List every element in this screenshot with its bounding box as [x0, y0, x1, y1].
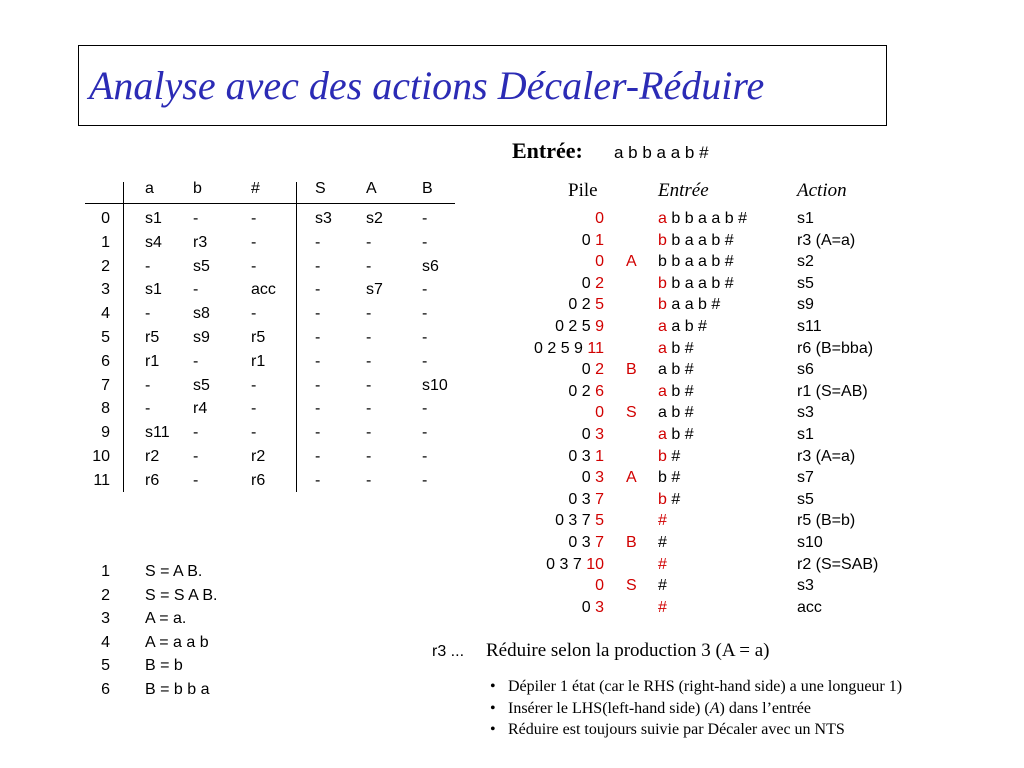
parse-table-cell: -: [145, 376, 151, 394]
parse-table-header-cell: S: [315, 180, 326, 197]
trace-entree-first: b: [658, 490, 667, 508]
trace-pile: [500, 296, 604, 314]
parse-table-cell: -: [193, 281, 199, 299]
trace-pile: [500, 577, 604, 595]
parse-table-cell: -: [366, 424, 372, 442]
trace-action: s5: [797, 274, 814, 292]
trace-pile-top: 0: [595, 577, 604, 595]
trace-symbol: A: [626, 469, 637, 487]
trace-entree-rest: b b a a b #: [658, 253, 734, 271]
parse-table-cell: s10: [422, 376, 448, 394]
trace-entree-rest: b #: [658, 469, 681, 487]
trace-entree-first: #: [658, 598, 667, 616]
parse-table-cell: -: [422, 329, 428, 346]
trace-action: r5 (B=b): [797, 512, 856, 530]
parse-table-header-cell: B: [422, 180, 433, 197]
trace-pile-top: 0: [595, 253, 604, 271]
trace-pile-top: 10: [586, 555, 604, 573]
trace-entree-rest: a b #: [658, 361, 694, 379]
title-box: [78, 45, 887, 126]
trace-pile: [500, 210, 604, 228]
trace-pile-top: 7: [595, 490, 604, 508]
trace-pile-prefix: 0: [581, 469, 596, 487]
trace-entree-rest: #: [658, 534, 667, 551]
grammar-rule: S = A B.: [145, 563, 203, 580]
parse-table-cell: r4: [193, 400, 208, 418]
trace-symbol: S: [626, 404, 637, 422]
parse-table-cell: -: [315, 400, 321, 418]
parse-table-cell: -: [422, 281, 428, 299]
bullet-dot: •: [490, 678, 496, 695]
trace-pile: [500, 491, 604, 509]
trace-action: s6: [797, 361, 814, 379]
trace-entree-rest: b a a b #: [666, 231, 734, 249]
trace-pile: [500, 426, 604, 444]
parse-table-cell: s8: [193, 305, 210, 323]
parse-table-cell: s5: [193, 257, 210, 275]
trace-pile: [500, 361, 604, 379]
trace-entree: [658, 534, 667, 552]
trace-action: r3 (A=a): [797, 447, 856, 465]
parse-table-state: 6: [101, 352, 110, 370]
trace-action: s7: [797, 469, 814, 487]
trace-symbol: B: [626, 534, 637, 551]
parse-table-cell: -: [366, 305, 372, 323]
grammar-rule: A = a.: [145, 610, 187, 628]
trace-pile-top: 6: [595, 382, 604, 400]
parse-table-state: 4: [101, 305, 110, 323]
explanation-bullet: [490, 700, 811, 718]
parse-table-cell: -: [251, 257, 257, 275]
parse-table-cell: -: [193, 352, 199, 370]
bullet-text-italic: A: [709, 699, 720, 717]
trace-entree-first: b: [658, 447, 667, 465]
trace-entree: [658, 599, 667, 617]
parse-table-cell: r2: [251, 448, 266, 465]
explanation-bullet: [490, 721, 845, 739]
trace-entree: [658, 383, 694, 401]
parse-table-cell: r1: [251, 352, 266, 370]
grammar-rule: B = b: [145, 657, 183, 675]
parse-table-cell: -: [366, 448, 372, 465]
parse-table-cell: r6: [251, 471, 266, 489]
trace-header-pile: Pile: [568, 180, 598, 201]
parse-table-cell: s11: [145, 424, 170, 442]
parse-table-header-cell: b: [193, 180, 202, 197]
explanation-label: r3 ...: [432, 643, 465, 660]
parse-table-state: 7: [101, 376, 110, 394]
parse-table-header-cell: A: [366, 180, 377, 197]
trace-pile: [500, 512, 604, 530]
trace-entree: [658, 469, 680, 487]
trace-pile-top: 3: [595, 598, 604, 616]
parse-table-cell: -: [251, 305, 257, 323]
trace-pile-top: 11: [587, 339, 604, 357]
parse-table-cell: s3: [315, 210, 332, 227]
parse-table-state: 2: [101, 257, 110, 275]
parse-table-cell: r1: [145, 352, 160, 370]
grammar-rule-number: 4: [101, 633, 110, 651]
grammar-rule: B = b b a: [145, 681, 210, 698]
parse-table-cell: -: [315, 471, 321, 489]
trace-entree-rest: a b #: [666, 318, 707, 335]
trace-entree: [658, 253, 734, 271]
trace-pile-top: 3: [595, 469, 604, 487]
trace-entree: [658, 275, 734, 293]
trace-action: acc: [797, 598, 822, 616]
trace-entree-rest: #: [658, 577, 667, 595]
trace-pile-prefix: 0: [581, 426, 596, 443]
trace-action: s3: [797, 577, 814, 595]
parse-table-cell: r5: [145, 329, 160, 346]
parse-table-cell: -: [251, 400, 257, 418]
trace-action: s11: [797, 318, 822, 335]
trace-entree-rest: a a b #: [666, 296, 721, 314]
trace-entree: [658, 491, 680, 509]
trace-entree-rest: #: [666, 447, 681, 465]
parse-table-cell: -: [422, 448, 428, 465]
parse-table-cell: r5: [251, 329, 266, 346]
parse-table-cell: acc: [251, 281, 276, 299]
parse-table-cell: -: [422, 305, 428, 323]
trace-pile: [500, 556, 604, 574]
parse-table-cell: -: [422, 424, 428, 442]
bullet-dot: •: [490, 699, 496, 717]
parse-table-state: 11: [93, 471, 110, 489]
trace-entree-first: b: [658, 274, 667, 292]
parse-table-cell: -: [315, 448, 321, 465]
grammar-rule-number: 6: [101, 681, 110, 698]
grammar-rule-number: 1: [101, 563, 110, 580]
trace-entree-first: a: [658, 339, 667, 357]
trace-symbol: A: [626, 253, 637, 271]
parse-table-state: 5: [101, 329, 110, 346]
trace-action: s5: [797, 490, 814, 508]
parse-table-header-cell: a: [145, 180, 154, 197]
trace-entree-rest: b b a a b #: [666, 210, 747, 227]
trace-action: s1: [797, 210, 814, 227]
trace-pile-prefix: 0 2: [568, 382, 596, 400]
parse-table-cell: -: [366, 352, 372, 370]
parse-table-cell: -: [422, 233, 428, 251]
trace-entree: [658, 232, 734, 250]
trace-pile-top: 5: [595, 512, 604, 530]
trace-entree-rest: b #: [666, 339, 694, 357]
parse-table-state: 3: [101, 281, 110, 299]
parse-table-cell: -: [366, 257, 372, 275]
parse-table-cell: s6: [422, 257, 439, 275]
entree-label: Entrée:: [512, 138, 583, 163]
trace-pile-prefix: 0 3: [568, 490, 596, 508]
trace-pile: [500, 469, 604, 487]
entree-value: a b b a a b #: [614, 143, 709, 162]
trace-action: r1 (S=AB): [797, 382, 868, 400]
trace-action: s2: [797, 253, 814, 271]
trace-entree: [658, 512, 667, 530]
parse-table-cell: -: [145, 305, 151, 323]
trace-pile-prefix: 0 3 7: [555, 512, 596, 530]
parse-table-cell: -: [315, 376, 321, 394]
trace-entree: [658, 426, 694, 444]
grammar-rule: S = S A B.: [145, 586, 218, 604]
parse-table-cell: s5: [193, 376, 210, 394]
parse-table-cell: -: [251, 233, 257, 251]
parse-table-cell: r2: [145, 448, 160, 465]
parse-table-cell: s2: [366, 210, 383, 227]
parse-table-cell: -: [366, 376, 372, 394]
trace-action: s9: [797, 296, 814, 314]
parse-table-cell: -: [145, 257, 151, 275]
trace-pile: [500, 534, 604, 552]
trace-pile: [500, 599, 604, 617]
parse-table-cell: -: [315, 257, 321, 275]
trace-entree-first: b: [658, 231, 667, 249]
parse-table-cell: -: [251, 376, 257, 394]
trace-pile-prefix: 0 2 5 9: [534, 339, 588, 357]
parse-table-cell: -: [193, 424, 199, 442]
bullet-text: Insérer le LHS(left-hand side) (: [508, 699, 710, 717]
parse-table-cell: -: [315, 329, 321, 346]
trace-pile-prefix: 0: [581, 231, 596, 249]
trace-entree-rest: #: [666, 490, 681, 508]
trace-pile-top: 0: [595, 210, 604, 227]
parse-table-cell: s9: [193, 329, 210, 346]
trace-entree: [658, 404, 694, 422]
parse-table-cell: -: [251, 210, 257, 227]
parse-table-cell: s7: [366, 281, 383, 299]
parse-table-cell: s4: [145, 233, 162, 251]
trace-entree: [658, 296, 720, 314]
trace-entree-rest: a b #: [658, 404, 694, 422]
parse-table-cell: -: [193, 210, 199, 227]
trace-pile-prefix: 0: [581, 361, 596, 379]
trace-entree: [658, 340, 694, 358]
grammar-rule-number: 5: [101, 657, 110, 675]
parse-table-cell: s1: [145, 210, 162, 227]
parse-table-state: 9: [101, 424, 110, 442]
parse-table-state: 8: [101, 400, 110, 418]
trace-entree-rest: b a a b #: [666, 274, 734, 292]
bullet-dot: •: [490, 721, 496, 738]
trace-header-action: Action: [797, 180, 847, 201]
trace-action: r6 (B=bba): [797, 339, 874, 357]
trace-pile-top: 2: [595, 361, 604, 379]
grammar-rule-number: 2: [101, 586, 110, 604]
trace-symbol: B: [626, 361, 637, 379]
parse-table-cell: s1: [145, 281, 162, 299]
parse-table-cell: -: [315, 424, 321, 442]
trace-entree-first: a: [658, 382, 667, 400]
explanation-text: Réduire selon la production 3 (A = a): [486, 640, 770, 661]
parse-table-cell: -: [422, 352, 428, 370]
trace-pile-prefix: 0: [581, 274, 596, 292]
parse-table-cell: -: [366, 329, 372, 346]
bullet-text-after: ) dans l’entrée: [719, 699, 811, 717]
trace-pile: [500, 253, 604, 271]
trace-pile-prefix: 0 2 5: [555, 318, 596, 335]
trace-pile: [500, 318, 604, 336]
page-title: Analyse avec des actions Décaler-Réduire: [89, 63, 765, 108]
trace-entree-rest: b #: [666, 382, 694, 400]
parse-table-state-divider: [123, 182, 124, 492]
trace-pile-top: 2: [595, 274, 604, 292]
trace-action: r3 (A=a): [797, 231, 856, 249]
trace-pile-prefix: 0 3 7: [546, 555, 587, 573]
trace-pile-top: 9: [595, 318, 604, 335]
parse-table-state: 1: [101, 233, 110, 251]
trace-pile: [500, 448, 604, 466]
trace-entree-first: a: [658, 318, 667, 335]
parse-table-cell: -: [366, 471, 372, 489]
parse-table-header-divider: [85, 203, 455, 204]
trace-pile: [500, 275, 604, 293]
trace-pile: [500, 383, 604, 401]
trace-entree: [658, 210, 747, 228]
parse-table-state: 10: [92, 448, 110, 465]
trace-pile-top: 5: [595, 296, 604, 314]
parse-table-state: 0: [101, 210, 110, 227]
explanation-bullet: [490, 678, 902, 696]
trace-entree-first: a: [658, 210, 667, 227]
parse-table-header-cell: #: [251, 180, 260, 197]
grammar-rule-number: 3: [101, 610, 110, 628]
bullet-text: Dépiler 1 état (car le RHS (right-hand side) a une longueur 1): [508, 678, 903, 695]
parse-table-cell: -: [315, 352, 321, 370]
trace-pile: [500, 404, 604, 422]
parse-table-goto-divider: [296, 182, 297, 492]
trace-pile-top: 1: [595, 447, 604, 465]
parse-table-cell: -: [251, 424, 257, 442]
trace-symbol: S: [626, 577, 637, 595]
bullet-text: Réduire est toujours suivie par Décaler avec un NTS: [508, 721, 845, 738]
parse-table-cell: -: [145, 400, 151, 418]
trace-entree: [658, 318, 707, 336]
trace-pile-top: 7: [595, 534, 604, 551]
parse-table-cell: -: [315, 305, 321, 323]
parse-table-cell: r3: [193, 233, 208, 251]
trace-action: s10: [797, 534, 823, 551]
trace-header-entree: Entrée: [658, 180, 709, 201]
trace-pile-top: 3: [595, 426, 604, 443]
trace-pile-top: 0: [595, 404, 604, 422]
trace-entree: [658, 361, 694, 379]
parse-table-cell: -: [422, 210, 428, 227]
grammar-rule: A = a a b: [145, 633, 209, 651]
trace-pile: [500, 340, 604, 358]
trace-entree: [658, 556, 667, 574]
trace-pile-top: 1: [595, 231, 604, 249]
trace-pile-prefix: 0 3: [568, 534, 596, 551]
trace-entree-first: #: [658, 555, 667, 573]
trace-entree-first: #: [658, 512, 667, 530]
parse-table-cell: -: [193, 471, 199, 489]
trace-action: s1: [797, 426, 814, 443]
parse-table-cell: -: [366, 400, 372, 418]
trace-entree: [658, 577, 667, 595]
trace-pile: [500, 232, 604, 250]
parse-table-cell: -: [422, 400, 428, 418]
trace-entree-first: b: [658, 296, 667, 314]
parse-table-cell: -: [193, 448, 199, 465]
trace-pile-prefix: 0 2: [568, 296, 596, 314]
parse-table-cell: -: [315, 233, 321, 251]
trace-entree-rest: b #: [666, 426, 694, 443]
trace-entree: [658, 448, 680, 466]
parse-table-cell: -: [315, 281, 321, 299]
trace-pile-prefix: 0 3: [568, 447, 596, 465]
trace-pile-prefix: 0: [581, 598, 596, 616]
parse-table-cell: r6: [145, 471, 160, 489]
parse-table-cell: -: [422, 471, 428, 489]
trace-action: r2 (S=SAB): [797, 555, 879, 573]
parse-table-cell: -: [366, 233, 372, 251]
trace-entree-first: a: [658, 426, 667, 443]
trace-action: s3: [797, 404, 814, 422]
